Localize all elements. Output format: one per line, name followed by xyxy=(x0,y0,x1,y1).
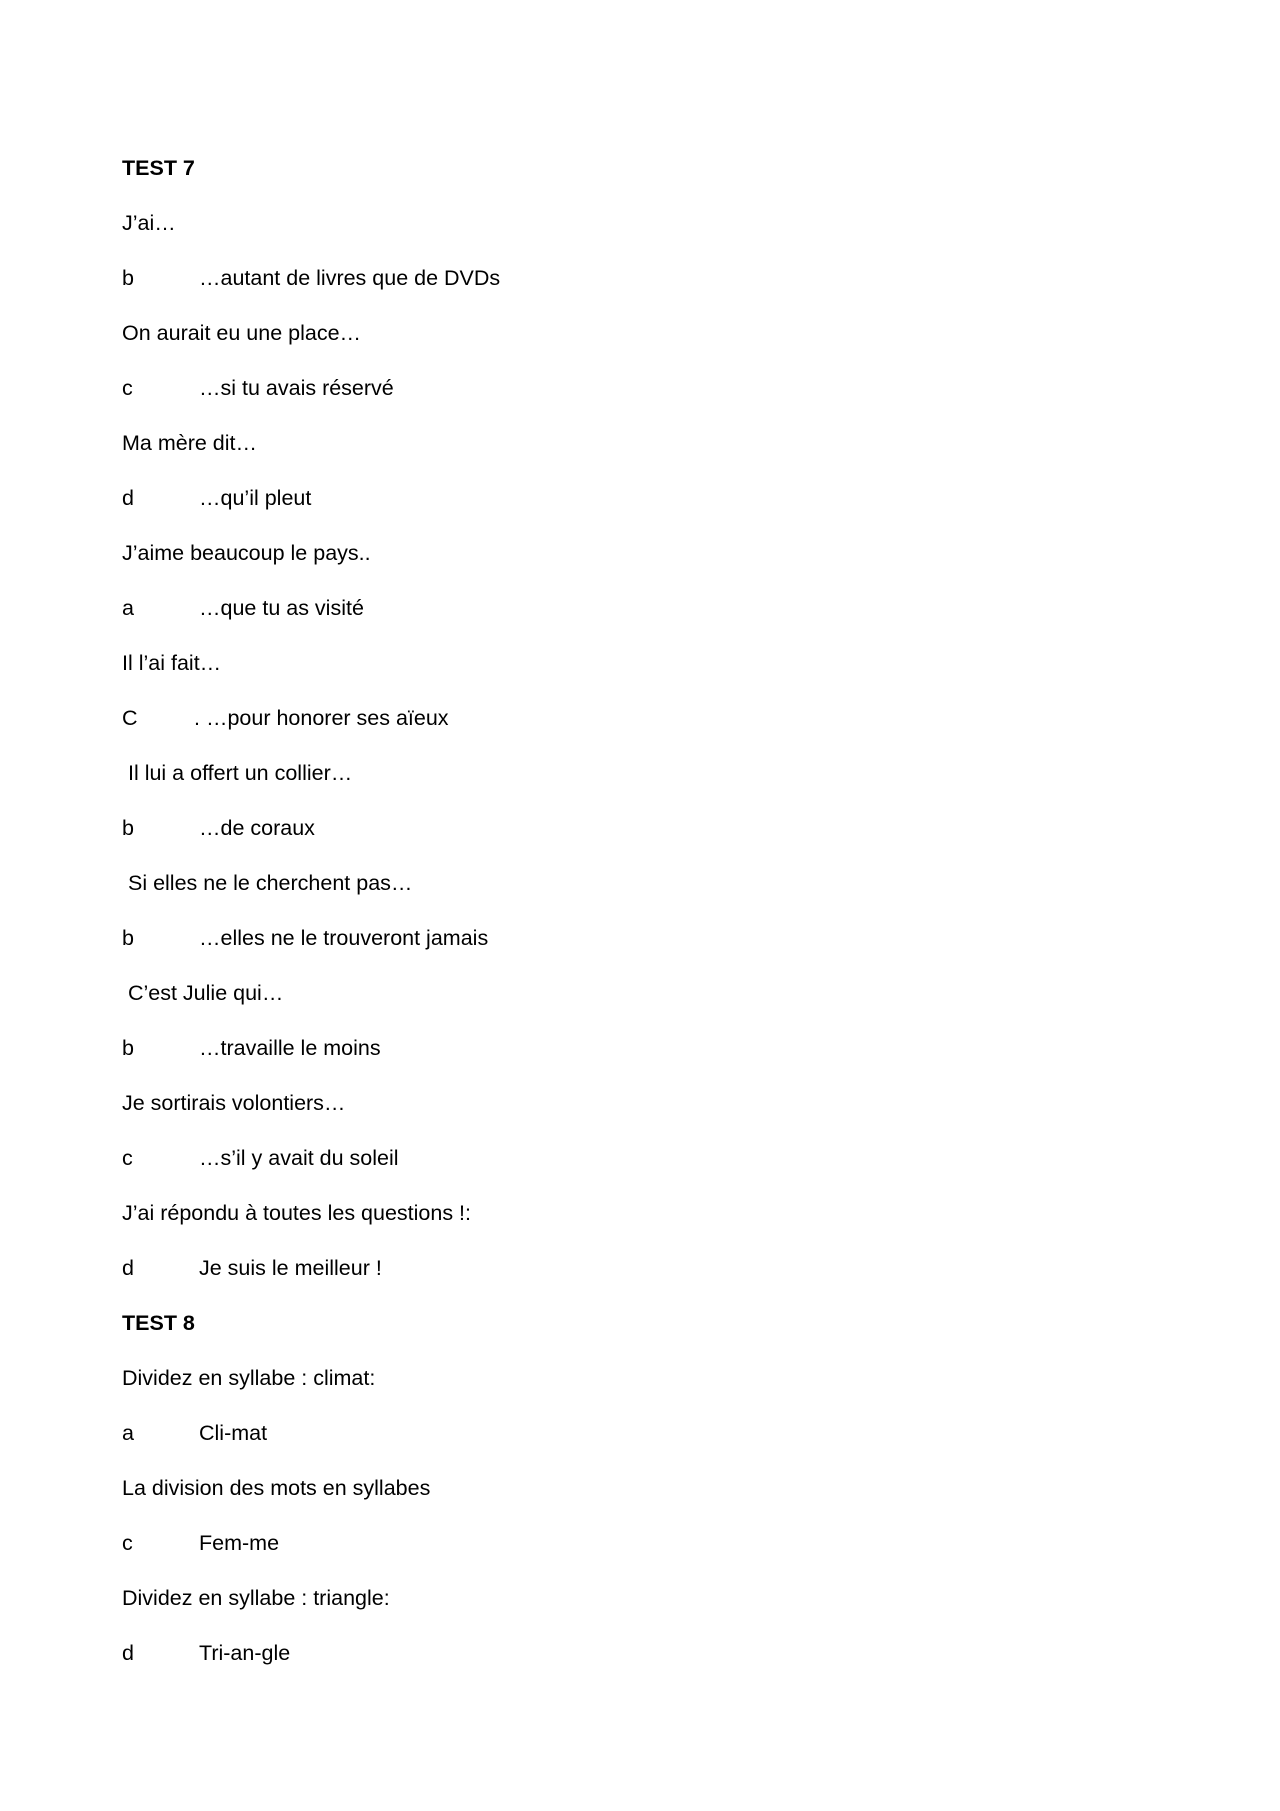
answer-text: …si tu avais réservé xyxy=(199,376,394,400)
question-text: Il lui a offert un collier… xyxy=(122,761,353,785)
answer-row xyxy=(122,260,1162,315)
answer-text: …de coraux xyxy=(199,816,315,840)
answer-row xyxy=(122,1250,1162,1305)
answer-row xyxy=(122,370,1162,425)
answer-letter: d xyxy=(122,486,134,510)
question-text: J’aime beaucoup le pays.. xyxy=(122,541,371,565)
question-text: J’ai… xyxy=(122,211,176,235)
answer-text: Fem-me xyxy=(199,1531,280,1555)
question-text: J’ai répondu à toutes les questions !: xyxy=(122,1201,471,1225)
answer-text: Tri-an-gle xyxy=(199,1641,291,1665)
answer-text: …que tu as visité xyxy=(199,596,364,620)
answer-text: …autant de livres que de DVDs xyxy=(199,266,501,290)
question-text: On aurait eu une place… xyxy=(122,321,362,345)
answer-row xyxy=(122,1525,1162,1580)
question-text: Il l’ai fait… xyxy=(122,651,222,675)
answer-letter: c xyxy=(122,1531,133,1555)
answer-text: …s’il y avait du soleil xyxy=(199,1146,399,1170)
answer-text: …qu’il pleut xyxy=(199,486,312,510)
answer-letter: b xyxy=(122,266,134,290)
answer-row xyxy=(122,1415,1162,1470)
answer-row xyxy=(122,1635,1162,1690)
section-heading: TEST 7 xyxy=(122,156,195,180)
answer-letter: d xyxy=(122,1641,134,1665)
answer-letter: c xyxy=(122,376,133,400)
question-text: Ma mère dit… xyxy=(122,431,258,455)
question-text: C’est Julie qui… xyxy=(122,981,284,1005)
question-text: Dividez en syllabe : climat: xyxy=(122,1366,376,1390)
answer-letter: b xyxy=(122,816,134,840)
answer-row xyxy=(122,920,1162,975)
answer-letter: a xyxy=(122,596,134,620)
answer-text: …travaille le moins xyxy=(199,1036,381,1060)
question-text: Dividez en syllabe : triangle: xyxy=(122,1586,390,1610)
answer-letter: c xyxy=(122,1146,133,1170)
answer-text: …elles ne le trouveront jamais xyxy=(199,926,489,950)
answer-row xyxy=(122,590,1162,645)
question-text: Si elles ne le cherchent pas… xyxy=(122,871,413,895)
document-body xyxy=(122,150,1162,1690)
answer-text: . …pour honorer ses aïeux xyxy=(194,706,449,730)
answer-row xyxy=(122,700,1162,755)
answer-row xyxy=(122,1030,1162,1085)
answer-text: Cli-mat xyxy=(199,1421,268,1445)
answer-letter: d xyxy=(122,1256,134,1280)
answer-letter: b xyxy=(122,926,134,950)
question-text: La division des mots en syllabes xyxy=(122,1476,431,1500)
answer-letter: a xyxy=(122,1421,134,1445)
answer-row xyxy=(122,480,1162,535)
question-text: Je sortirais volontiers… xyxy=(122,1091,346,1115)
answer-text: Je suis le meilleur ! xyxy=(199,1256,382,1280)
answer-letter: C xyxy=(122,706,138,730)
answer-letter: b xyxy=(122,1036,134,1060)
section-heading: TEST 8 xyxy=(122,1311,195,1335)
answer-row xyxy=(122,1140,1162,1195)
answer-row xyxy=(122,810,1162,865)
